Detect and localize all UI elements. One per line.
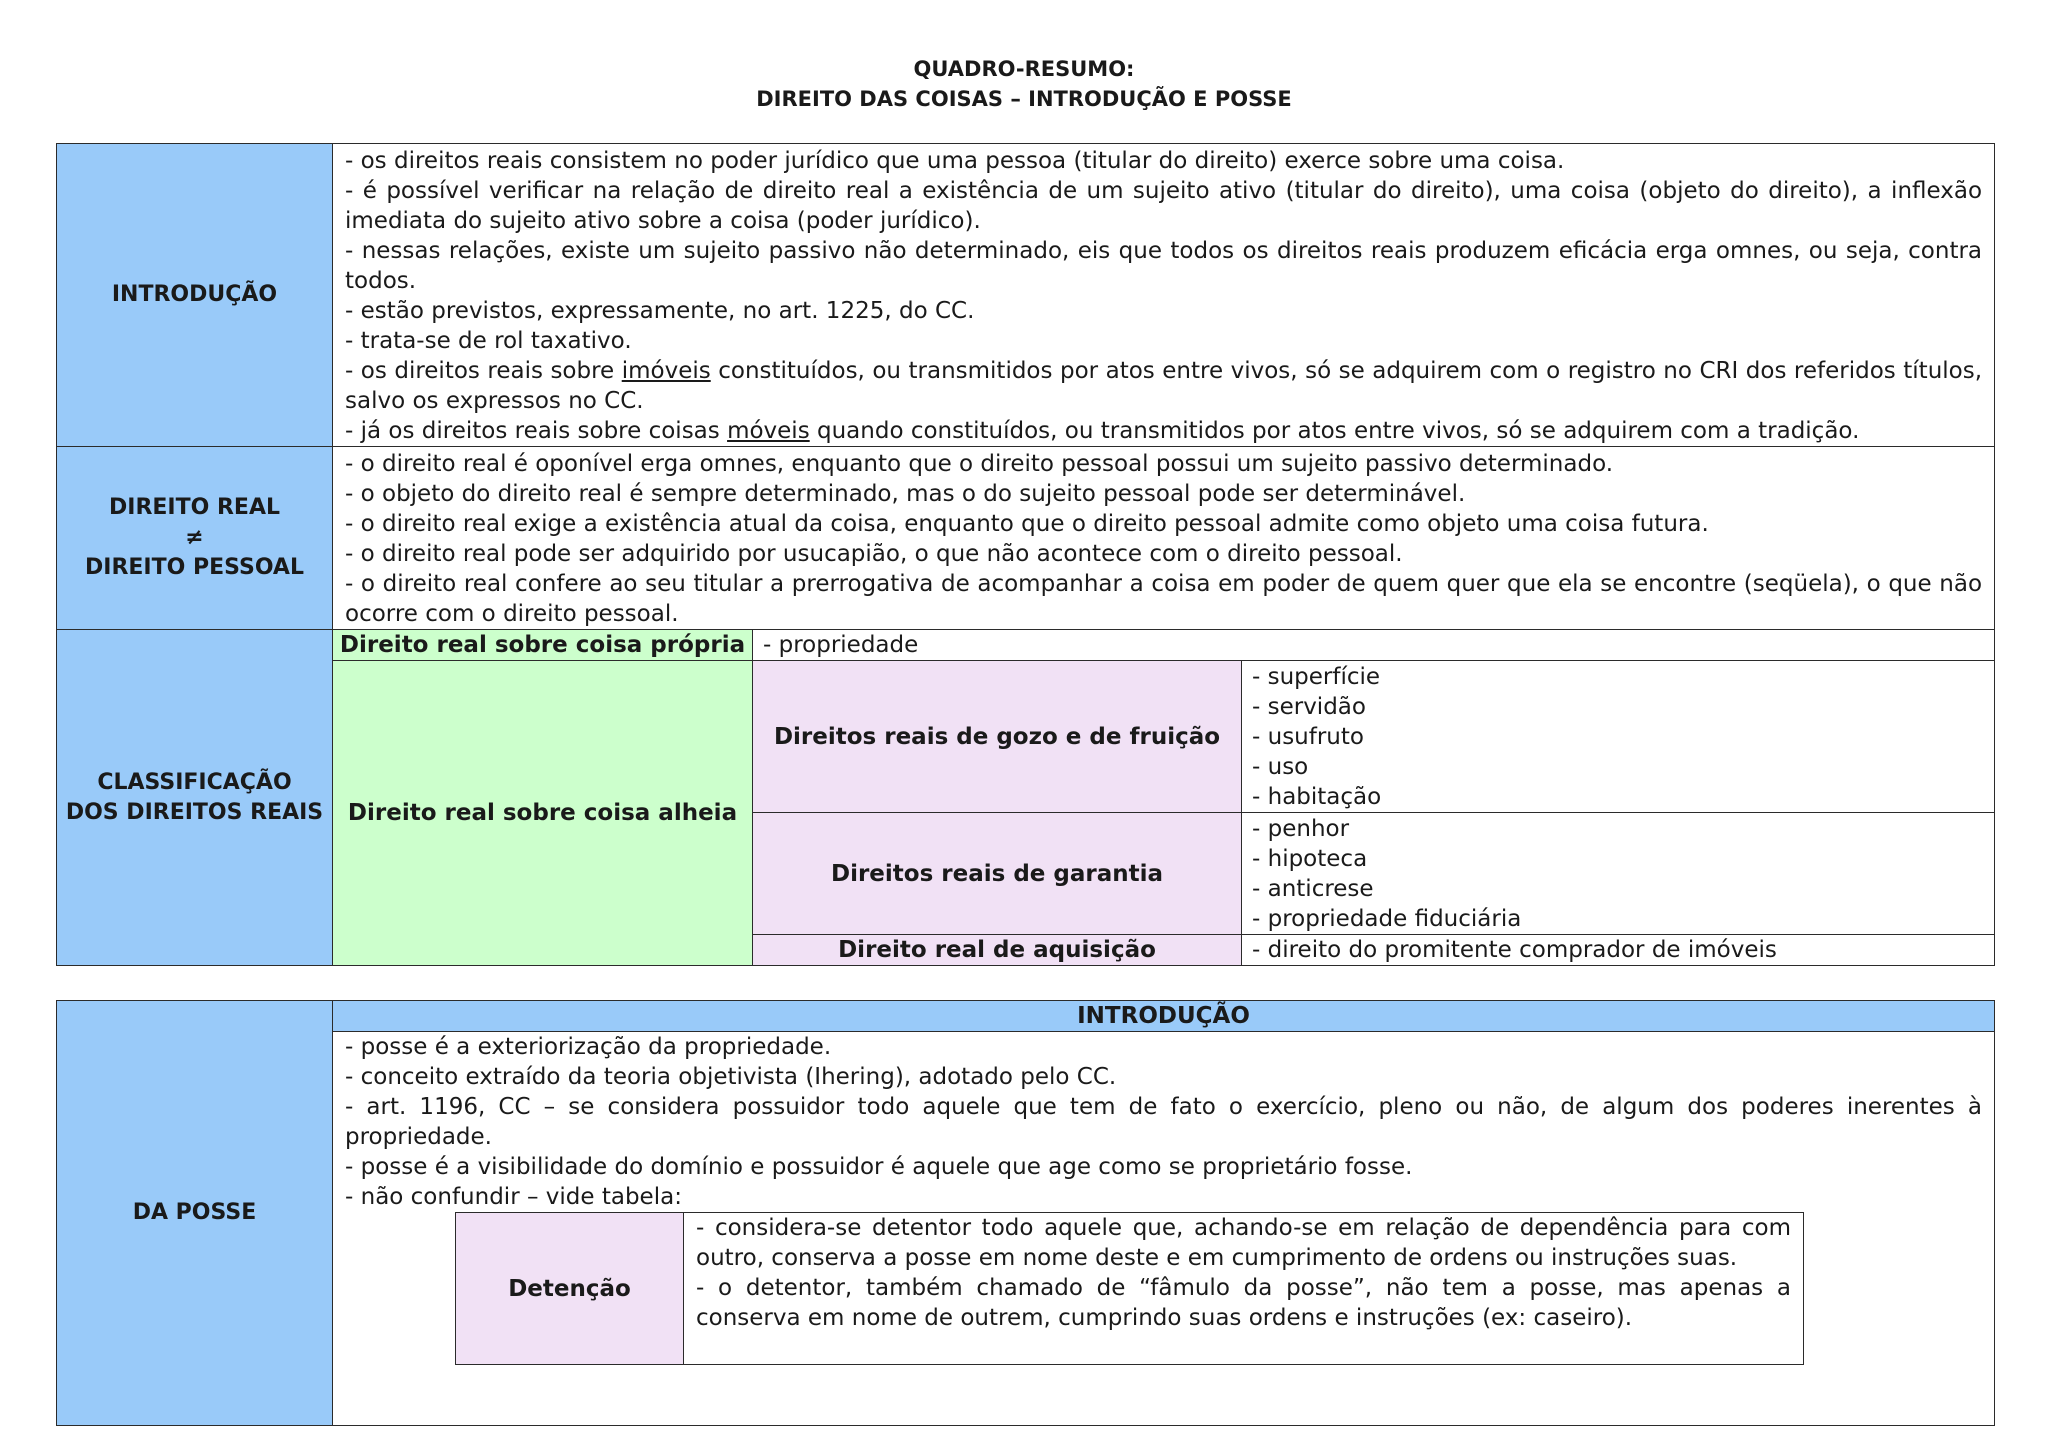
detencao-content <box>684 1213 1804 1365</box>
list-item: - considera-se detentor todo aquele que, achando-se em relação de dependência para com outro, conserva a posse em nome deste e em cumprimento de ordens ou instruções suas. <box>696 1215 1791 1271</box>
label-line: DIREITO REAL <box>109 495 280 520</box>
underlined-text: móveis <box>727 418 810 444</box>
text-fragment: - já os direitos reais sobre coisas <box>345 418 728 444</box>
document-title <box>0 54 2048 114</box>
list-item: - anticrese <box>1252 875 1374 902</box>
list-item <box>345 356 1982 416</box>
garantia-list <box>1242 813 1995 935</box>
list-item: - propriedade fiduciária <box>1252 905 1522 932</box>
list-item: - penhor <box>1252 815 1350 842</box>
text-fragment: constituídos, ou transmitidos por atos entre vivos, só se adquirem com o registro no CRI dos referidos títulos, salvo os expressos no CC. <box>345 358 1983 414</box>
coisa-alheia-label: Direito real sobre coisa alheia <box>333 661 753 966</box>
label-introducao: INTRODUÇÃO <box>57 144 333 447</box>
gozo-fruicao-list <box>1242 661 1995 813</box>
list-item: - hipoteca <box>1252 845 1368 872</box>
row-direito-real-pessoal <box>57 447 1995 630</box>
label-line: DIREITO PESSOAL <box>85 555 304 580</box>
aquisicao-label: Direito real de aquisição <box>753 935 1242 966</box>
title-line-2: DIREITO DAS COISAS – INTRODUÇÃO E POSSE <box>756 87 1292 111</box>
label-direito-real-pessoal <box>57 447 333 630</box>
row-detencao <box>456 1213 1804 1365</box>
list-item: - o direito real confere ao seu titular a prerrogativa de acompanhar a coisa em poder de quem quer que ela se encontre (seqüela), o que não ocorre com o direito pessoal. <box>345 571 1983 627</box>
list-item: - estão previstos, expressamente, no art. 1225, do CC. <box>345 298 975 324</box>
label-classificacao <box>57 630 333 966</box>
introducao-content <box>333 144 1995 447</box>
list-item: - o direito real é oponível erga omnes, enquanto que o direito pessoal possui um sujeito passivo determinado. <box>345 451 1614 477</box>
label-line: DOS DIREITOS REAIS <box>65 799 324 825</box>
posse-content <box>333 1032 1995 1426</box>
list-item: - o direito real exige a existência atual da coisa, enquanto que o direito pessoal admite como objeto uma coisa futura. <box>345 511 1709 537</box>
aquisicao-value: - direito do promitente comprador de imóveis <box>1242 935 1995 966</box>
list-item: - é possível verificar na relação de direito real a existência de um sujeito ativo (titular do direito), uma coisa (objeto do direito), a inflexão imediata do sujeito ativo sobre a coisa (poder jurídico). <box>345 178 1983 234</box>
list-item: - posse é a exteriorização da propriedade. <box>345 1034 832 1060</box>
label-da-posse: DA POSSE <box>57 1001 333 1426</box>
posse-section-header: INTRODUÇÃO <box>333 1001 1995 1032</box>
direito-real-pessoal-content <box>333 447 1995 630</box>
list-item: - art. 1196, CC – se considera possuidor todo aquele que tem de fato o exercício, pleno ou não, de algum dos poderes inerentes à propriedade. <box>345 1094 1982 1150</box>
list-item: - superfície <box>1252 663 1381 690</box>
list-item: - o objeto do direito real é sempre determinado, mas o do sujeito pessoal pode ser determinável. <box>345 481 1466 507</box>
coisa-propria-label: Direito real sobre coisa própria <box>333 630 753 661</box>
row-introducao <box>57 144 1995 447</box>
list-item: - o detentor, também chamado de “fâmulo da posse”, não tem a posse, mas apenas a conserva em nome de outrem, cumprindo suas ordens e instruções (ex: caseiro). <box>696 1275 1791 1331</box>
list-item: - nessas relações, existe um sujeito passivo não determinado, eis que todos os direitos reais produzem eficácia erga omnes, ou seja, contra todos. <box>345 238 1983 294</box>
list-item: - não confundir – vide tabela: <box>345 1184 682 1210</box>
label-line: CLASSIFICAÇÃO <box>97 769 292 795</box>
posse-table <box>56 1000 1995 1426</box>
list-item: - conceito extraído da teoria objetivista (Ihering), adotado pelo CC. <box>345 1064 1117 1090</box>
text-fragment: quando constituídos, ou transmitidos por atos entre vivos, só se adquirem com a tradição. <box>809 418 1860 444</box>
not-equal-symbol: ≠ <box>185 525 204 550</box>
list-item: - uso <box>1252 753 1309 780</box>
garantia-label: Direitos reais de garantia <box>753 813 1242 935</box>
row-gozo-fruicao <box>57 661 1995 813</box>
title-line-1: QUADRO-RESUMO: <box>913 57 1135 81</box>
row-coisa-propria <box>57 630 1995 661</box>
detencao-label: Detenção <box>456 1213 684 1365</box>
list-item: - servidão <box>1252 693 1366 720</box>
underlined-text: imóveis <box>621 358 711 384</box>
coisa-propria-value: - propriedade <box>753 630 1995 661</box>
list-item: - habitação <box>1252 783 1382 810</box>
text-fragment: - os direitos reais sobre <box>345 358 622 384</box>
row-posse-content <box>57 1032 1995 1426</box>
row-posse-header <box>57 1001 1995 1032</box>
detencao-table <box>455 1212 1804 1365</box>
gozo-fruicao-label: Direitos reais de gozo e de fruição <box>753 661 1242 813</box>
list-item <box>345 416 1982 446</box>
list-item: - posse é a visibilidade do domínio e possuidor é aquele que age como se proprietário fosse. <box>345 1154 1413 1180</box>
list-item: - o direito real pode ser adquirido por usucapião, o que não acontece com o direito pessoal. <box>345 541 1403 567</box>
list-item: - os direitos reais consistem no poder jurídico que uma pessoa (titular do direito) exerce sobre uma coisa. <box>345 148 1565 174</box>
list-item: - usufruto <box>1252 723 1364 750</box>
list-item: - trata-se de rol taxativo. <box>345 328 632 354</box>
summary-table <box>56 143 1995 966</box>
